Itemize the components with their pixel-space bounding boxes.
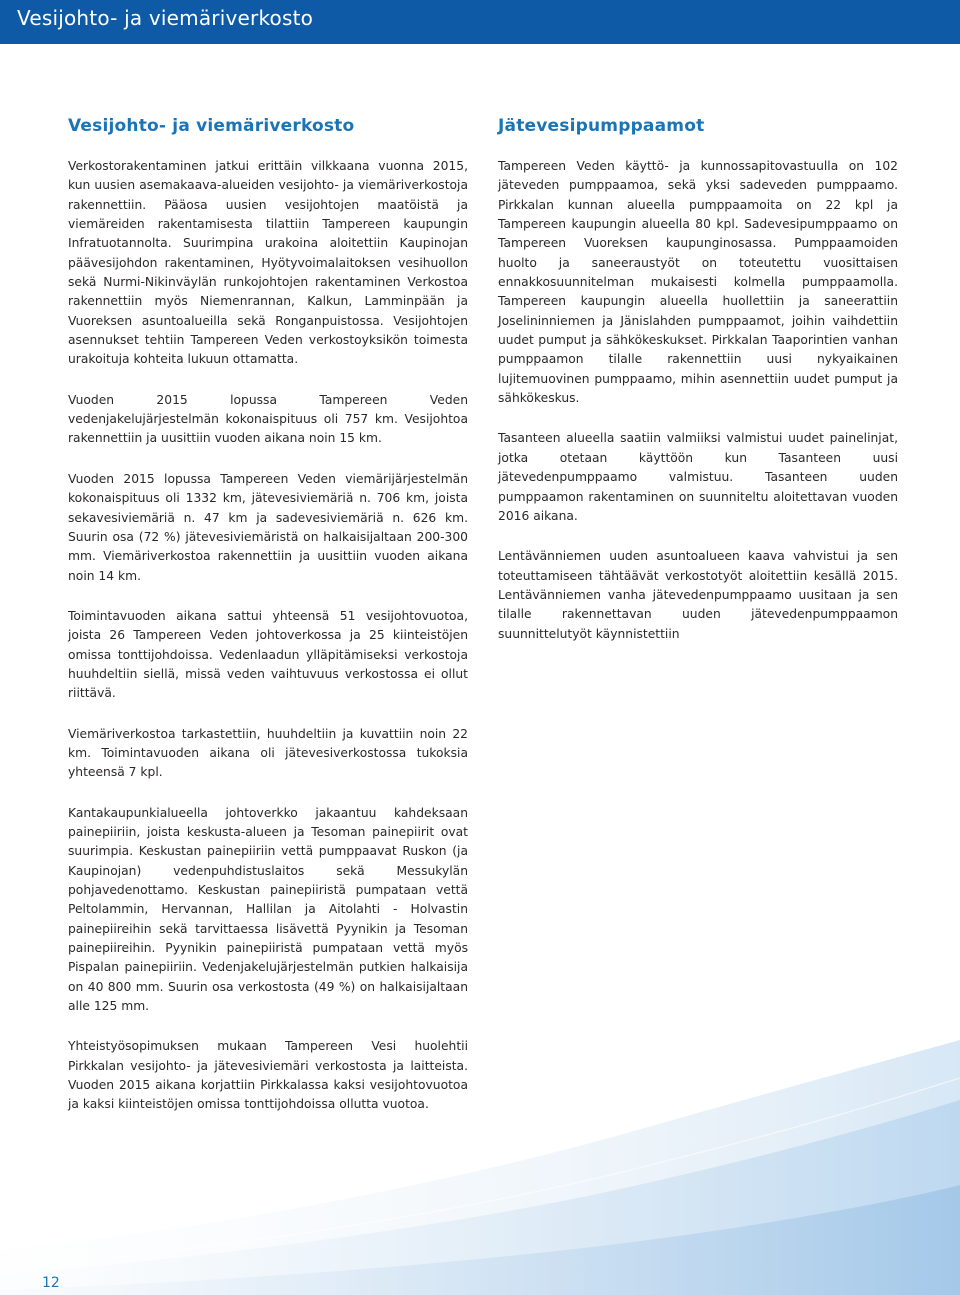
paragraph: Viemäriverkostoa tarkastettiin, huuhdeltiin ja kuvattiin noin 22 km. Toimintavuoden aikana oli jätevesiverkostossa tukoksia yhteensä 7 kpl. (68, 726, 468, 780)
paragraph: Tasanteen alueella saatiin valmiiksi valmistui uudet painelinjat, jotka otetaan käyttöön kun Tasanteen uusi jätevedenpumppaamo valmistuu. Tasanteen uuden pumppaamon rakentaminen on suunniteltu aloitettavan vuoden 2016 aikana. (498, 431, 898, 523)
paragraph: Kantakaupunkialueella johtoverkko jakaantuu kahdeksaan painepiiriin, joista keskusta-alueen ja Tesoman painepiirit ovat suurimpia. Keskustan painepiiriin vettä pumppaavat Ruskon (ja Kaupinojan) vedenpuhdistuslaitos sekä Messukylän pohjavedenottamo. Keskustan painepiiristä pumpataan vettä Peltolammin, Hervannan, Hallilan ja Aitolahti - Holvastin painepiireihin sekä tarvittaessa lisävettä Pyynikin ja Tesoman painepiireihin. Pyynikin painepiiristä pumpataan vettä myös Pispalan painepiiriin. Vedenjakelujärjestelmän putkien halkaisija on 40 800 mm. Suurin osa verkostosta (49 %) on halkaisijaltaan alle 125 mm. (68, 805, 468, 1014)
page-number: 12 (42, 1275, 60, 1291)
decorative-wave (0, 1040, 960, 1295)
section-heading-vesijohto: Vesijohto- ja viemäriverkosto (68, 116, 355, 136)
paragraph: Yhteistyösopimuksen mukaan Tampereen Vesi huolehtii Pirkkalan vesijohto- ja jätevesiviemäri verkostosta ja laitteista. Vuoden 2015 aikana korjattiin Pirkkalassa kaksi vesijohtovuotoa ja kaksi kiinteistöjen omissa tonttijohdoissa ollutta vuotoa. (68, 1039, 468, 1112)
paragraph: Toimintavuoden aikana sattui yhteensä 51 vesijohtovuotoa, joista 26 Tampereen Veden johtoverkossa ja 25 kiinteistöjen omissa tonttijohdoissa. Vedenlaadun ylläpitämiseksi verkostoja huuhdeltiin siellä, missä veden vaihtuvuus verkostossa ei ollut riittävä. (68, 608, 468, 701)
header-title: Vesijohto- ja viemäriverkosto (17, 6, 314, 30)
right-column (498, 115, 898, 665)
paragraph: Vuoden 2015 lopussa Tampereen Veden vedenjakelujärjestelmän kokonaispituus oli 757 km. Vesijohtoa rakennettiin ja uusittiin vuoden aikana noin 15 km. (68, 392, 468, 446)
header-band (0, 0, 960, 44)
section-heading-jatevesipumppaamot: Jätevesipumppaamot (498, 116, 705, 136)
left-column (68, 115, 468, 1136)
paragraph: Vuoden 2015 lopussa Tampereen Veden viemärijärjestelmän kokonaispituus oli 1332 km, jätevesiviemäriä n. 706 km, joista sekavesiviemäriä n. 47 km ja sadevesiviemäriä n. 626 km. Suurin osa (72 %) jätevesiviemäristä on halkaisijaltaan 200-300 mm. Viemäriverkostoa rakennettiin ja uusittiin vuoden aikana noin 14 km. (68, 471, 468, 583)
paragraph: Lentävänniemen uuden asuntoalueen kaava vahvistui ja sen toteuttamiseen tähtäävät verkostotyöt aloitettiin kesällä 2015. Lentävänniemen vanha jätevedenpumppaamo uusitaan ja sen tilalle rakennettavan uuden jätevedenpumppaamon suunnittelutyöt käynnistettiin (498, 549, 898, 641)
paragraph: Verkostorakentaminen jatkui erittäin vilkkaana vuonna 2015, kun uusien asemakaava-alueiden vesijohto- ja viemäriverkostoja rakennettiin. Pääosa uusien vesijohtojen maatöistä ja viemäreiden rakentamisesta tilattiin Tampereen kaupungin Infratuotannolta. Suurimpina urakoina aloitettiin Kaupinojan päävesijohdon rakentaminen, Hyötyvoimalaitoksen vesihuollon sekä Nurmi-Nikinväylän runkojohtojen rakentaminen Verkostoa rakennettiin myös Niemenrannan, Kalkun, Lamminpään ja Vuoreksen asuntoalueilla sekä Ronganpuistossa. Vesijohtojen asennukset tehtiin Tampereen Veden verkostoyksikön toimesta urakoituja kohteita lukuun ottamatta. (68, 159, 468, 367)
paragraph: Tampereen Veden käyttö- ja kunnossapitovastuulla on 102 jäteveden pumppaamoa, sekä yksi sadeveden pumppaamo. Pirkkalan kunnan alueella pumppaamoita on 22 kpl ja Tampereen kaupungin alueella 80 kpl. Sadevesipumppaamo on Tampereen Vuoreksen kaupunginosassa. Pumppaamoiden huolto ja saneeraustyöt on toteutettu vuosittaisen ennakkosuunnitelman mukaisesti kolmella pumppaamolla. Tampereen kaupungin alueella huollettiin ja saneerattiin Joselininniemen ja Jänislahden pumppaamot, joihin vaihdettiin uudet pumput ja sähkökeskukset. Pirkkalan Taaporintien vanhan pumppaamon tilalle rakennettiin uusi nykyaikainen lujitemuovinen pumppaamo, mihin asennettiin uudet pumput ja sähkökeskus. (498, 159, 898, 406)
